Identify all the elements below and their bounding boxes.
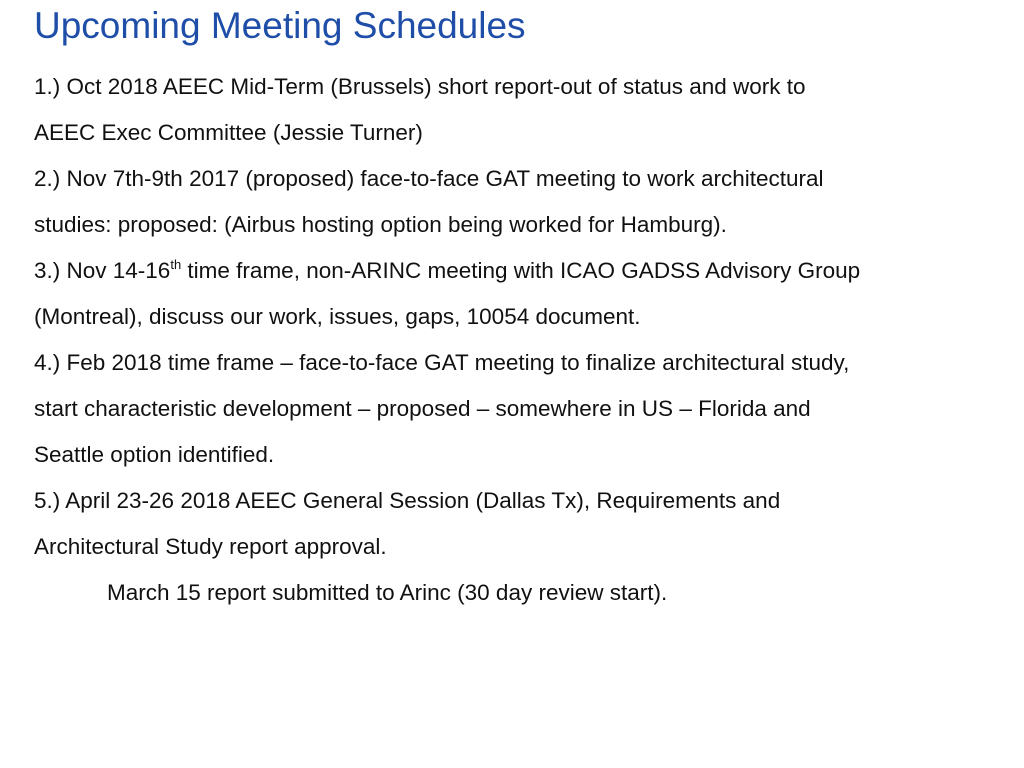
- schedule-item-3: [34, 248, 994, 340]
- schedule-item-3-suffix: time frame, non-ARINC meeting with ICAO GADSS Advisory Group: [181, 258, 861, 283]
- schedule-item-1-line-1: 1.) Oct 2018 AEEC Mid-Term (Brussels) short report-out of status and work to: [34, 74, 806, 99]
- schedule-item-3-line-1: [34, 248, 994, 294]
- ordinal-suffix: th: [170, 257, 182, 272]
- schedule-item-5: [34, 478, 994, 616]
- schedule-item-1: [34, 64, 994, 156]
- schedule-item-2-line-1: 2.) Nov 7th-9th 2017 (proposed) face-to-face GAT meeting to work architectural: [34, 166, 824, 191]
- schedule-item-3-prefix: 3.) Nov 14-16: [34, 258, 171, 283]
- schedule-item-4-line-2: start characteristic development – proposed – somewhere in US – Florida and: [34, 396, 811, 421]
- schedule-item-4: [34, 340, 994, 478]
- schedule-item-2-line-2: studies: proposed: (Airbus hosting option being worked for Hamburg).: [34, 212, 727, 237]
- schedule-item-4-line-3: Seattle option identified.: [34, 442, 275, 467]
- schedule-item-5-line-2: Architectural Study report approval.: [34, 534, 387, 559]
- schedule-item-4-line-1: 4.) Feb 2018 time frame – face-to-face GAT meeting to finalize architectural study,: [34, 350, 850, 375]
- schedule-item-1-line-2: AEEC Exec Committee (Jessie Turner): [34, 120, 423, 145]
- schedule-list: [34, 64, 994, 616]
- schedule-item-2: [34, 156, 994, 248]
- schedule-item-5-line-1: 5.) April 23-26 2018 AEEC General Session (Dallas Tx), Requirements and: [34, 488, 781, 513]
- schedule-item-5-sub-note: March 15 report submitted to Arinc (30 day review start).: [107, 580, 668, 605]
- schedule-item-3-line-2: (Montreal), discuss our work, issues, gaps, 10054 document.: [34, 304, 641, 329]
- page-title: Upcoming Meeting Schedules: [34, 5, 526, 46]
